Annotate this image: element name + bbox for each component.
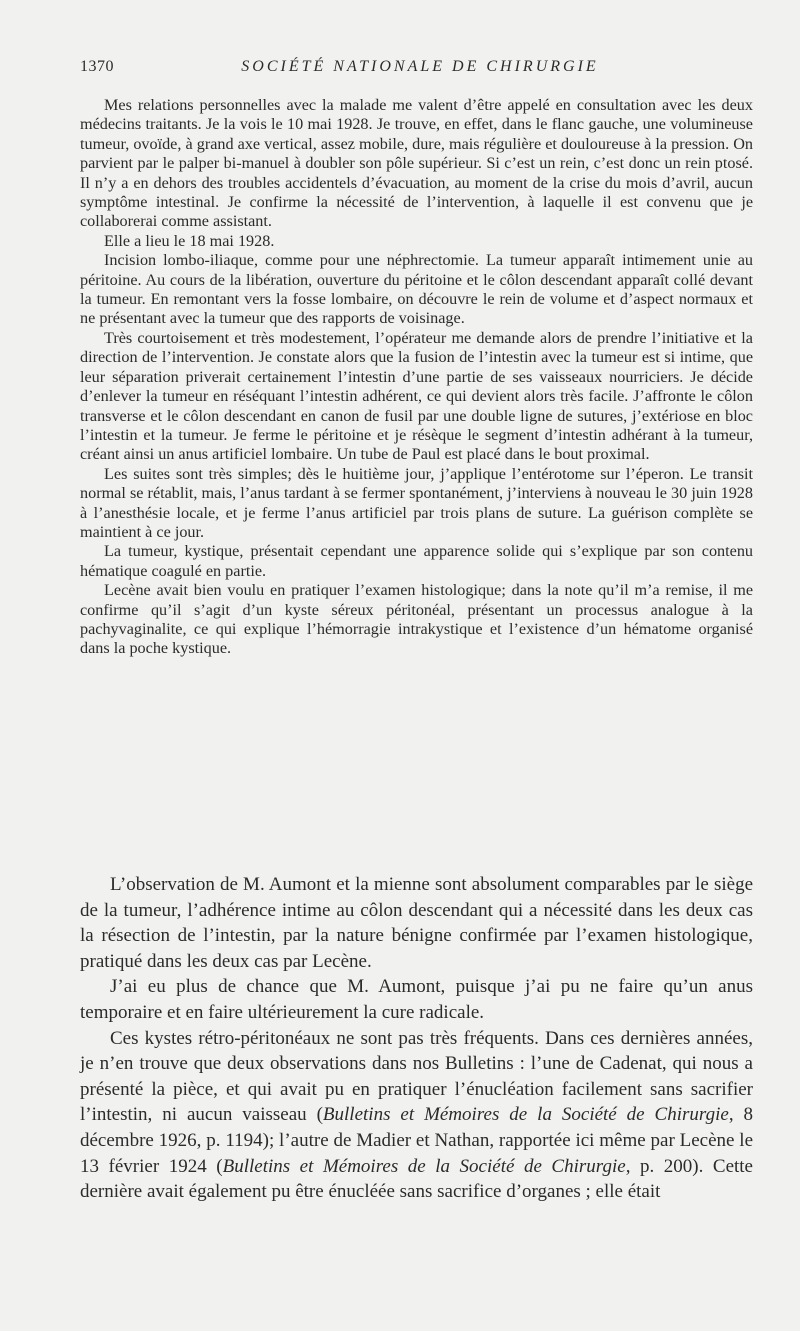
- paragraph-comparison: L’observation de M. Aumont et la mienne sont absolument comparables par le siège de la tumeur, l’adhérence intime au côlon descendant qui a nécessité dans les deux cas la résection de l’intestin, par la nature bénigne confirmée par l’examen histologique, pratiqué dans les deux cas par Lecène.: [80, 874, 753, 972]
- journal-title: SOCIÉTÉ NATIONALE DE CHIRURGIE: [241, 58, 599, 75]
- paragraph-temporary-anus: J’ai eu plus de chance que M. Aumont, puisque j’ai pu ne faire qu’un anus temporaire et en faire ultérieurement la cure radicale.: [80, 976, 753, 1023]
- paragraph-operation-date: Elle a lieu le 18 mai 1928.: [104, 231, 275, 250]
- paragraph-follow-up: Les suites sont très simples; dès le huitième jour, j’applique l’entérotome sur l’éperon. Le transit normal se rétablit, mais, l’anus tardant à se fermer spontanément, j’interviens à nouveau le 30 juin 1928 à l’anesthésie locale, et je ferme l’anus artificiel par trois plans de suture. La guérison complète se maintient à ce jour.: [80, 464, 753, 541]
- bulletin-reference: Bulletins et Mémoires de la Société de Chirurgie: [222, 1155, 626, 1177]
- text-segment: , 8 décembre 1926, p. 1194); l’autre de Madier et Nathan, rapportée ici même par Lecène le 13 février 1924 (: [80, 1104, 754, 1177]
- paragraph-incision: Incision lombo-iliaque, comme pour une néphrectomie. La tumeur apparaît intimement unie au péritoine. Au cours de la libération, ouverture du péritoine et le côlon descendant apparaît collé devant la tumeur. En remontant vers la fosse lombaire, on découvre le rein de volume et d’aspect normaux et ne présentant avec la tumeur que des rapports de voisinage.: [80, 251, 753, 328]
- text-segment: Ces kystes rétro-péritonéaux ne sont pas très fréquents. Dans ces dernières années, je n’en trouve que deux observations dans nos Bulletins : l’une de Cadenat, qui nous a présenté la pièce, et qui avait pu en pratiquer l’énucléation facilement sans sacrifier l’intestin, ni aucun vaisseau (: [80, 1027, 753, 1126]
- case-report-text: [80, 96, 753, 659]
- running-header: [80, 58, 760, 80]
- paragraph-tumor: La tumeur, kystique, présentait cependant une apparence solide qui s’explique par son contenu hématique coagulé en partie.: [80, 542, 753, 580]
- page-number: 1370: [80, 58, 114, 75]
- paragraph-intervention: Très courtoisement et très modestement, l’opérateur me demande alors de prendre l’initiative et la direction de l’intervention. Je constate alors que la fusion de l’intestin avec la tumeur est si intime, que leur séparation priverait certainement l’intestin d’une partie de ses vaisseaux nourriciers. Je décide d’enlever la tumeur en réséquant l’intestin adhérent, ce qui devient alors très facile. J’affronte le côlon transverse et le côlon descendant en canon de fusil par une double ligne de sutures, j’extériose en bloc l’intestin et la tumeur. Je ferme le péritoine et je résèque le segment d’intestin adhérant à la tumeur, créant ainsi un anus artificiel lombaire. Un tube de Paul est placé dans le bout proximal.: [80, 328, 753, 464]
- paragraph-retroperitoneal-cysts: [80, 1026, 753, 1205]
- bulletin-reference: Bulletins et Mémoires de la Société de Chirurgie: [322, 1104, 729, 1126]
- discussion-text: [80, 872, 753, 1205]
- text-segment: , p. 200). Cette dernière avait également pu être énucléée sans sacrifice d’organes ; elle était: [80, 1155, 753, 1203]
- paragraph-consultation: Mes relations personnelles avec la malade me valent d’être appelé en consultation avec les deux médecins traitants. Je la vois le 10 mai 1928. Je trouve, en effet, dans le flanc gauche, une volumineuse tumeur, ovoïde, à grand axe vertical, assez mobile, dure, mais régulière et douloureuse à la pression. On parvient par le palper bi-manuel à doubler son pôle supérieur. Si c’est un rein, c’est donc un rein ptosé. Il n’y a en dehors des troubles accidentels d’évacuation, au moment de la crise du mois d’avril, aucun symptôme intestinal. Je confirme la nécessité de l’intervention, à laquelle il est convenu que je collaborerai comme assistant.: [80, 96, 753, 231]
- paragraph-histology: Lecène avait bien voulu en pratiquer l’examen histologique; dans la note qu’il m’a remise, il me confirme qu’il s’agit d’un kyste séreux péritonéal, présentant un processus analogue à la pachyvaginalite, ce qui explique l’hémorragie intrakystique et l’existence d’un hématome organisé dans la poche kystique.: [80, 581, 753, 658]
